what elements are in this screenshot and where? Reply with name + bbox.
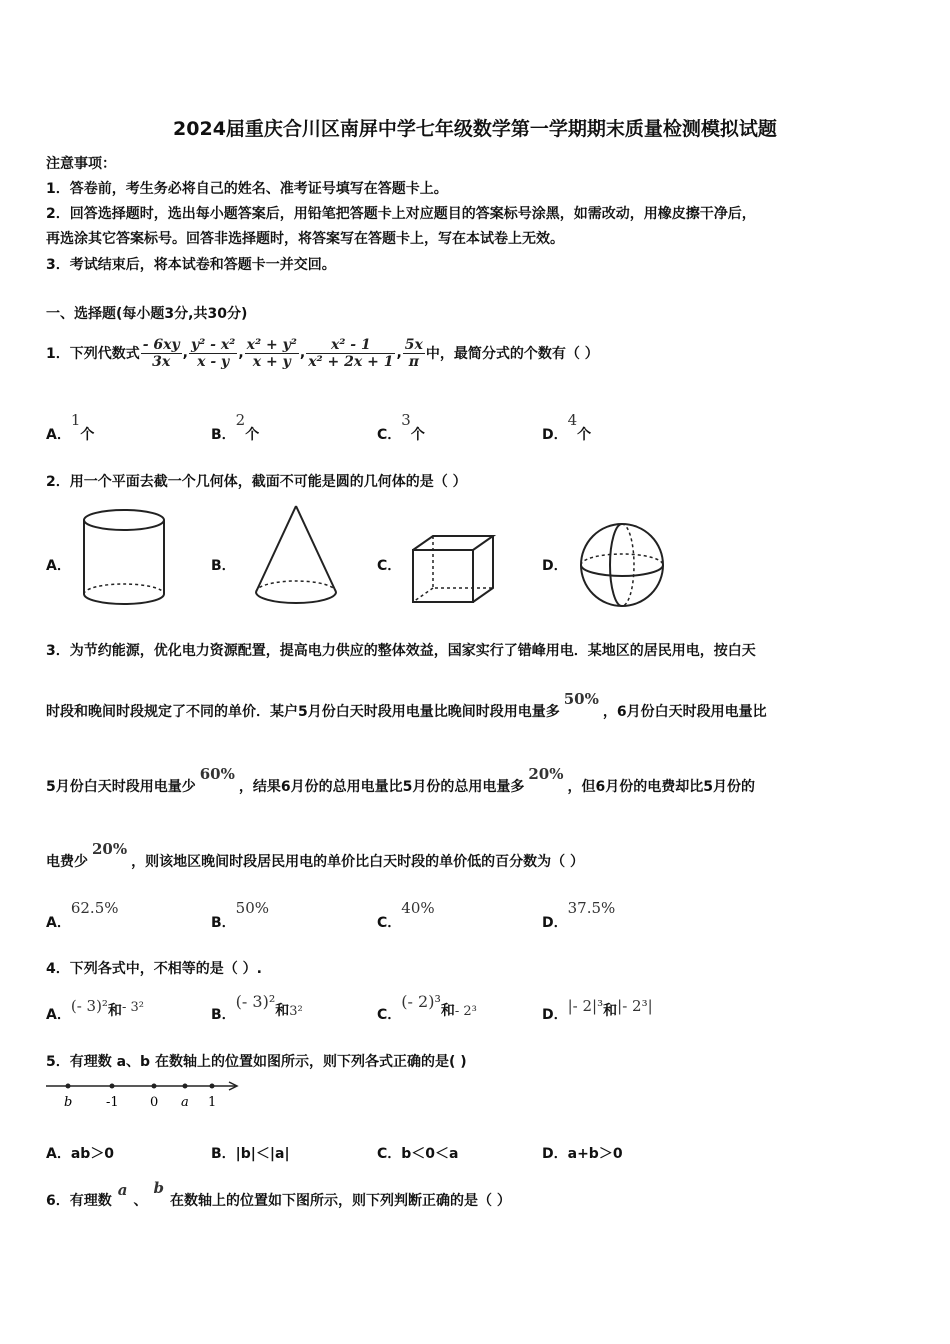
question-3-line: 5月份白天时段用电量少60%，结果6月份的总用电量比5月份的总用电量多20%，但6月份的电费却比5月份的 (46, 765, 755, 795)
axis-point (183, 1084, 188, 1089)
cube-icon (408, 532, 500, 608)
axis-point (210, 1084, 215, 1089)
cylinder-icon (80, 506, 172, 608)
option: B．50% (211, 899, 270, 931)
notice-item: 再选涂其它答案标号。回答非选择题时，将答案写在答题卡上，写在本试卷上无效。 (46, 231, 564, 247)
option: C．b＜0＜a (377, 1146, 459, 1162)
axis-label: b (64, 1095, 73, 1110)
option: D．37.5% (542, 899, 616, 931)
fraction: $\frac{\text{x² - 1}}{\text{x² + 2x + 1}}$ (308, 336, 394, 370)
question-2: 2．用一个平面去截一个几何体，截面不可能是圆的几何体的是（ ） (46, 474, 467, 490)
axis-label: a (181, 1095, 189, 1110)
axis-label: -1 (106, 1095, 119, 1110)
option: D．4个 (542, 411, 592, 443)
notice-item: 1．答卷前，考生务必将自己的姓名、准考证号填写在答题卡上。 (46, 181, 448, 197)
option: B．|b|＜|a| (211, 1146, 290, 1162)
question-6: 6．有理数a、b在数轴上的位置如下图所示，则下列判断正确的是（ ） (46, 1179, 511, 1209)
axis-point (110, 1084, 115, 1089)
question-1-prefix: 1．下列代数式 (46, 346, 140, 362)
question-3-line: 3．为节约能源，优化电力资源配置，提高电力供应的整体效益，国家实行了错峰用电．某地区的居民用电，按白天 (46, 643, 756, 659)
axis-point (152, 1084, 157, 1089)
option-label: B． (211, 558, 236, 574)
option: A．1个 (46, 411, 95, 443)
fraction: $\frac{\text{x² + y²}}{x + y}$ (246, 336, 297, 370)
fraction: $\frac{- 6xy}{3x}$ (142, 336, 180, 370)
option: C．(- 2)³和$_{- 2^3}$ (377, 992, 477, 1023)
option: D．a+b＞0 (542, 1146, 623, 1162)
question-5: 5．有理数 a、b 在数轴上的位置如图所示，则下列各式正确的是( ) (46, 1054, 467, 1070)
axis-label: 1 (208, 1095, 217, 1110)
question-1: 1．下列代数式 $\frac{- 6xy}{3x}$ , $\frac{\text{y² - x²}}{x - y}$ , $\frac{\text{x² + y²}}{x + y}$ , $\frac{\text{x² - 1}}{\text{x² + 2x + 1}}$ , $\frac{5x}{\pi}$ 中，最简分式的个数有（ ） (46, 336, 599, 370)
number-line-diagram (44, 1076, 244, 1110)
notice-item: 3．考试结束后，将本试卷和答题卡一并交回。 (46, 257, 336, 273)
option-label: D． (542, 558, 568, 574)
option: C．40% (377, 899, 435, 931)
page-title: 2024届重庆合川区南屏中学七年级数学第一学期期末质量检测模拟试题 (173, 118, 777, 140)
notice-heading: 注意事项： (46, 156, 116, 172)
option: B．2个 (211, 411, 260, 443)
option: A．(- 3)²和- 3² (46, 997, 144, 1023)
question-1-suffix: 中，最简分式的个数有（ ） (425, 346, 599, 362)
notice-item: 2．回答选择题时，选出每小题答案后，用铅笔把答题卡上对应题目的答案标号涂黑，如需改动，用橡皮擦干净后， (46, 206, 756, 222)
option: A．ab＞0 (46, 1146, 115, 1162)
section-heading: 一、选择题(每小题3分,共30分) (46, 306, 248, 322)
question-3-line: 时段和晚间时段规定了不同的单价．某户5月份白天时段用电量比晚间时段用电量多50%，6月份白天时段用电量比 (46, 690, 767, 720)
fraction: $\frac{5x}{\pi}$ (404, 336, 423, 370)
option: D．|- 2|³和|- 2³| (542, 997, 653, 1023)
option: C．3个 (377, 411, 425, 443)
fraction: $\frac{\text{y² - x²}}{x - y}$ (191, 336, 236, 370)
cone-icon (250, 500, 342, 610)
option: A．62.5% (46, 899, 119, 931)
sphere-icon (578, 520, 668, 610)
question-3-line: 电费少20%，则该地区晚间时段居民用电的单价比白天时段的单价低的百分数为（ ） (46, 840, 585, 870)
axis-point (66, 1084, 71, 1089)
option-label: A． (46, 558, 71, 574)
question-4: 4．下列各式中，不相等的是（ ）. (46, 961, 262, 977)
axis-label: 0 (150, 1095, 159, 1110)
option: B．(- 3)²和$_{3^2}$ (211, 992, 303, 1023)
option-label: C． (377, 558, 402, 574)
